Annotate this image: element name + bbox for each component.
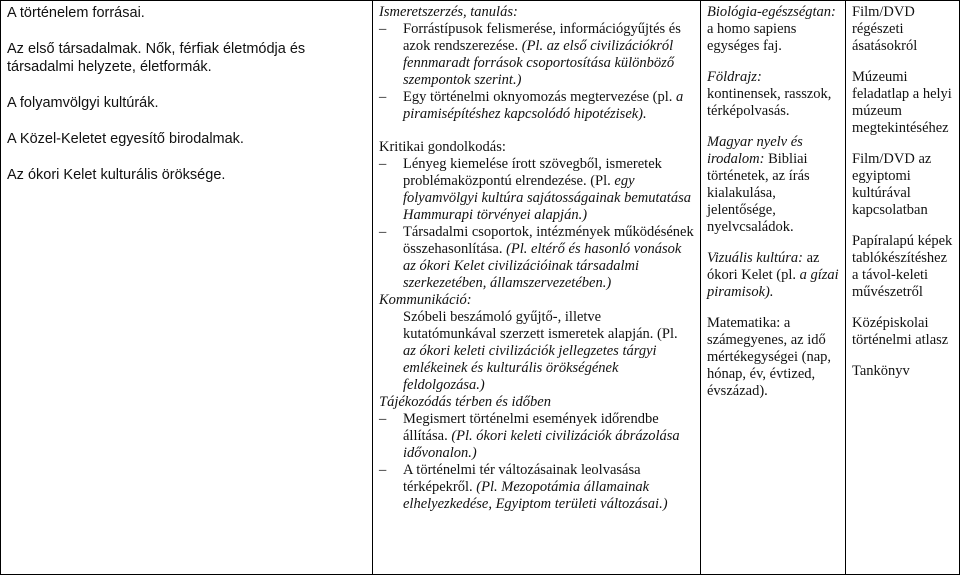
resource-item: Film/DVD az egyiptomi kultúrával kapcsolatban	[852, 151, 932, 218]
connection-text: az ókori Kelet (pl.	[707, 250, 820, 283]
connection-text: kontinensek, rasszok, térképolvasás.	[707, 86, 832, 119]
resource-item: Papíralapú képek tablókészítéshez a távol-keleti művészetről	[852, 233, 953, 300]
skill-item	[379, 89, 694, 123]
skill-item	[379, 21, 694, 89]
dash-marker: –	[379, 411, 387, 427]
connection-block	[707, 69, 839, 120]
skill-text: Egy történelmi oknyomozás megtervezése (pl.	[403, 89, 676, 105]
skill-example: (Pl. Mezopotámia államainak elhelyezkedése, Egyiptom területi változásai.)	[403, 479, 668, 512]
topic-line: A Közel-Keletet egyesítő birodalmak.	[7, 131, 244, 147]
skill-text: Megismert történelmi események időrendbe állítása.	[403, 411, 659, 444]
resources-cell	[846, 1, 960, 575]
skill-text: Forrástípusok felismerése, információgyűjtés és azok rendszerezése.	[403, 21, 681, 54]
skill-item	[379, 309, 694, 394]
skill-item	[379, 156, 694, 224]
connection-text: a homo sapiens egységes faj.	[707, 21, 797, 54]
skill-item	[379, 411, 694, 462]
connection-text: a számegyenes, az idő mértékegységei (nap, hónap, év, évtized, évszázad).	[707, 315, 832, 399]
skill-example: (Pl. ókori keleti civilizációk ábrázolása idővonalon.)	[403, 428, 680, 461]
connections-cell	[701, 1, 846, 575]
dash-marker: –	[379, 462, 387, 478]
subject-name: Magyar nyelv és irodalom:	[707, 134, 803, 167]
resource-item: Tankönyv	[852, 363, 910, 379]
skill-example: az ókori keleti civilizációk jellegzetes tárgyi emlékeinek és kulturális örökségének feldolgozása.)	[403, 343, 657, 393]
connection-example: a gízai piramisok).	[707, 267, 839, 300]
dash-marker: –	[379, 21, 387, 37]
section-heading: Kritikai gondolkodás:	[379, 139, 506, 155]
skill-example: a piramisépítéshez kapcsolódó hipotézisek).	[403, 89, 684, 122]
dash-marker: –	[379, 224, 387, 240]
subject-name: Biológia-egészségtan:	[707, 4, 836, 20]
connection-block	[707, 4, 839, 55]
skill-text: A történelmi tér változásainak leolvasása térképekről.	[403, 462, 641, 495]
subject-name: Földrajz:	[707, 69, 762, 85]
dash-marker: –	[379, 156, 387, 172]
resource-item: Film/DVD régészeti ásatásokról	[852, 4, 918, 54]
topic-line: A folyamvölgyi kultúrák.	[7, 95, 159, 111]
connection-block	[707, 315, 839, 400]
resource-item: Múzeumi feladatlap a helyi múzeum megtekintéséhez	[852, 69, 952, 136]
topics-cell	[1, 1, 373, 575]
section-heading: Tájékozódás térben és időben	[379, 394, 551, 410]
skill-text: Társadalmi csoportok, intézmények működésének összehasonlítása.	[403, 224, 694, 257]
subject-name: Vizuális kultúra:	[707, 250, 803, 266]
topic-line: Az első társadalmak. Nők, férfiak életmódja és társadalmi helyzete, életformák.	[7, 41, 306, 75]
skill-example: egy folyamvölgyi kultúra sajátosságainak bemutatása Hammurapi törvényei alapján.)	[403, 173, 691, 223]
section-heading: Ismeretszerzés, tanulás:	[379, 4, 518, 20]
skill-item	[379, 462, 694, 513]
topic-line: A történelem forrásai.	[7, 5, 145, 21]
topic-line: Az ókori Kelet kulturális öröksége.	[7, 167, 226, 183]
dash-marker: –	[379, 89, 387, 105]
skill-item	[379, 224, 694, 292]
connection-text: Bibliai történetek, az írás kialakulása, jelentősége, nyelvcsaládok.	[707, 151, 810, 235]
skill-example: (Pl. az első civilizációkról fennmaradt források csoportosítása különböző szempontok szerint.)	[403, 38, 675, 88]
resource-item: Középiskolai történelmi atlasz	[852, 315, 949, 348]
connection-block	[707, 134, 839, 236]
section-heading: Kommunikáció:	[379, 292, 472, 308]
skill-example: (Pl. eltérő és hasonló vonások az ókori Kelet civilizációinak társadalmi szerkezetében, államszervezetében.)	[403, 241, 682, 291]
connection-block	[707, 250, 839, 301]
skill-text: Lényeg kiemelése írott szövegből, ismeretek problémaközpontú elrendezése. (Pl.	[403, 156, 662, 189]
skill-text: Szóbeli beszámoló gyűjtő-, illetve kutatómunkával szerzett ismeretek alapján. (Pl.	[403, 309, 678, 342]
skills-cell	[373, 1, 701, 575]
table-row	[1, 1, 960, 575]
subject-name: Matematika:	[707, 315, 781, 331]
